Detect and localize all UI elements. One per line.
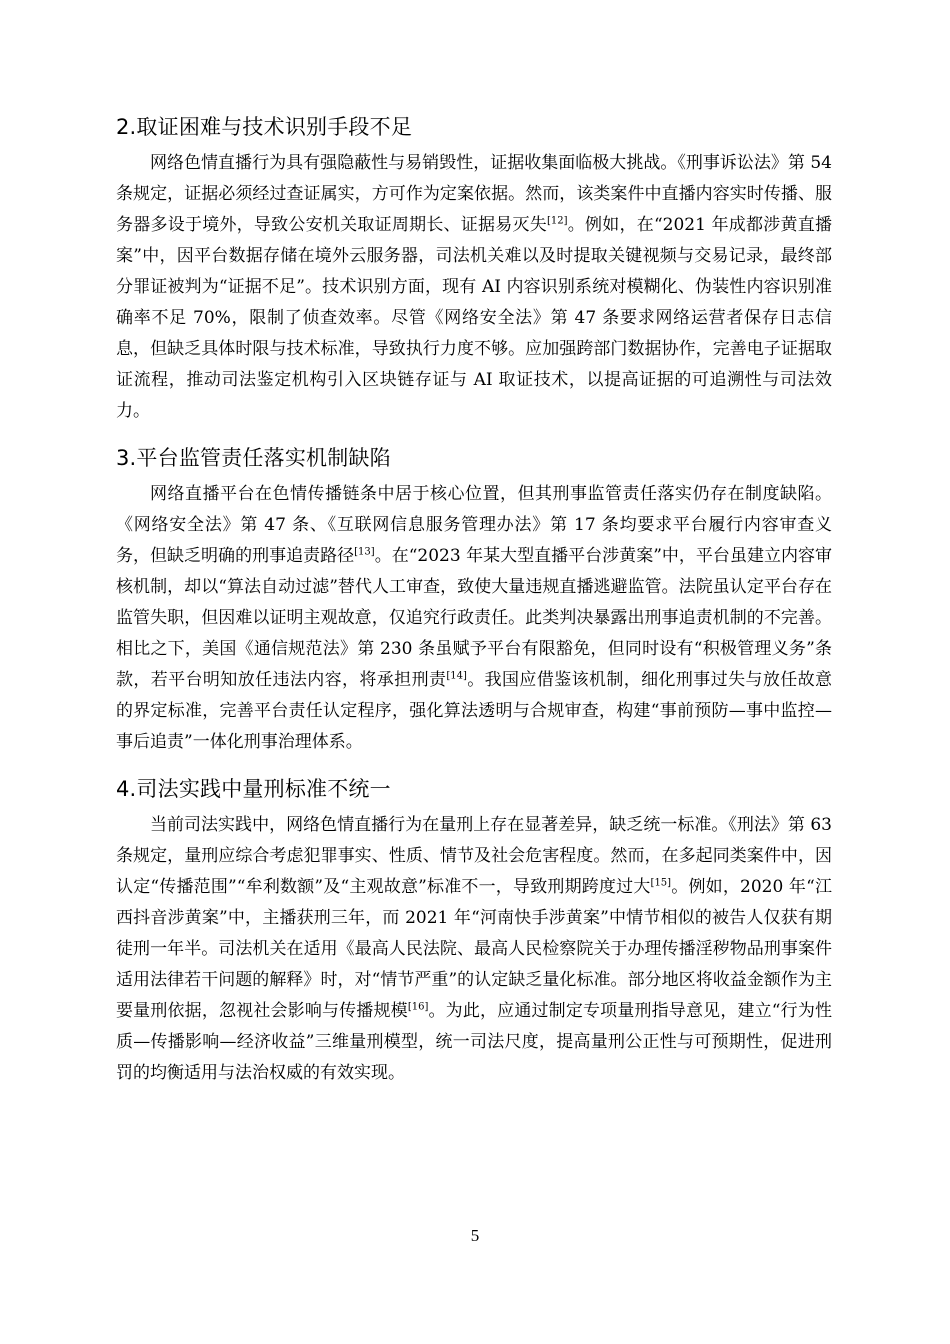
paragraph-text: 网络色情直播行为具有强隐蔽性与易销毁性，证据收集面临极大挑战。《刑事诉讼法》第 54 条规定，证据必须经过查证属实，方可作为定案依据。然而，该类案件中直播内容实时传播、服务器多设于境外，导致公安机关取证周期长、证据易灭失 (116, 153, 832, 235)
section-paragraph (116, 148, 832, 427)
section-platform-liability (116, 441, 832, 758)
section-paragraph (116, 810, 832, 1089)
paragraph-text: 。例如，2020 年“江西抖音涉黄案”中，主播获刑三年，而 2021 年“河南快手涉黄案”中情节相似的被告人仅获有期徒刑一年半。司法机关在适用《最高人民法院、最高人民检察院关于办理传播淫秽物品刑事案件适用法律若干问题的解释》时，对“情节严重”的认定缺乏量化标准。部分地区将收益金额作为主要量刑依据，忽视社会影响与传播规模 (116, 877, 832, 1021)
citation-ref: [14] (446, 670, 467, 682)
paragraph-text: 网络直播平台在色情传播链条中居于核心位置，但其刑事监管责任落实仍存在制度缺陷。《网络安全法》第 47 条、《互联网信息服务管理办法》第 17 条均要求平台履行内容审查义务，但缺乏明确的刑事追责路径 (116, 484, 832, 566)
paragraph-text: 。例如，在“2021 年成都涉黄直播案”中，因平台数据存储在境外云服务器，司法机关难以及时提取关键视频与交易记录，最终部分罪证被判为“证据不足”。技术识别方面，现有 AI 内容识别系统对模糊化、伪装性内容识别准确率不足 70%，限制了侦查效率。尽管《网络安全法》第 47 条要求网络运营者保存日志信息，但缺乏具体时限与技术标准，导致执行力度不够。应加强跨部门数据协作，完善电子证据取证流程，推动司法鉴定机构引入区块链存证与 AI 取证技术，以提高证据的可追溯性与司法效力。 (116, 215, 833, 421)
paragraph-text: 。为此，应通过制定专项量刑指导意见，建立“行为性质—传播影响—经济收益”三维量刑模型，统一司法尺度，提高量刑公正性与可预期性，促进刑罚的均衡适用与法治权威的有效实现。 (116, 1001, 832, 1083)
page-number: 5 (470, 1226, 480, 1245)
citation-ref: [15] (650, 877, 672, 889)
paragraph-text: 。在“2023 年某大型直播平台涉黄案”中，平台虽建立内容审核机制，却以“算法自动过滤”替代人工审查，致使大量违规直播逃避监管。法院虽认定平台存在监管失职，但因难以证明主观故意，仅追究行政责任。此类判决暴露出刑事追责机制的不完善。相比之下，美国《通信规范法》第 230 条虽赋予平台有限豁免，但同时设有“积极管理义务”条款，若平台明知放任违法内容，将承担刑责 (116, 546, 832, 690)
section-heading: 3.平台监管责任落实机制缺陷 (116, 446, 391, 470)
section-sentencing-standards (116, 772, 832, 1089)
paragraph-text: 当前司法实践中，网络色情直播行为在量刑上存在显著差异，缺乏统一标准。《刑法》第 63 条规定，量刑应综合考虑犯罪事实、性质、情节及社会危害程度。然而，在多起同类案件中，因认定“传播范围”“牟利数额”及“主观故意”标准不一，导致刑期跨度过大 (116, 815, 832, 897)
citation-ref: [13] (354, 546, 375, 558)
section-evidence-difficulty (116, 110, 832, 427)
section-heading: 4.司法实践中量刑标准不统一 (116, 777, 391, 801)
document-page (116, 110, 832, 1103)
section-paragraph (116, 479, 832, 758)
paragraph-text: 。我国应借鉴该机制，细化刑事过失与放任故意的界定标准，完善平台责任认定程序，强化算法透明与合规审查，构建“事前预防—事中监控—事后追责”一体化刑事治理体系。 (116, 670, 833, 752)
citation-ref: [12] (547, 215, 568, 227)
citation-ref: [16] (407, 1001, 429, 1013)
section-heading: 2.取证困难与技术识别手段不足 (116, 115, 413, 139)
